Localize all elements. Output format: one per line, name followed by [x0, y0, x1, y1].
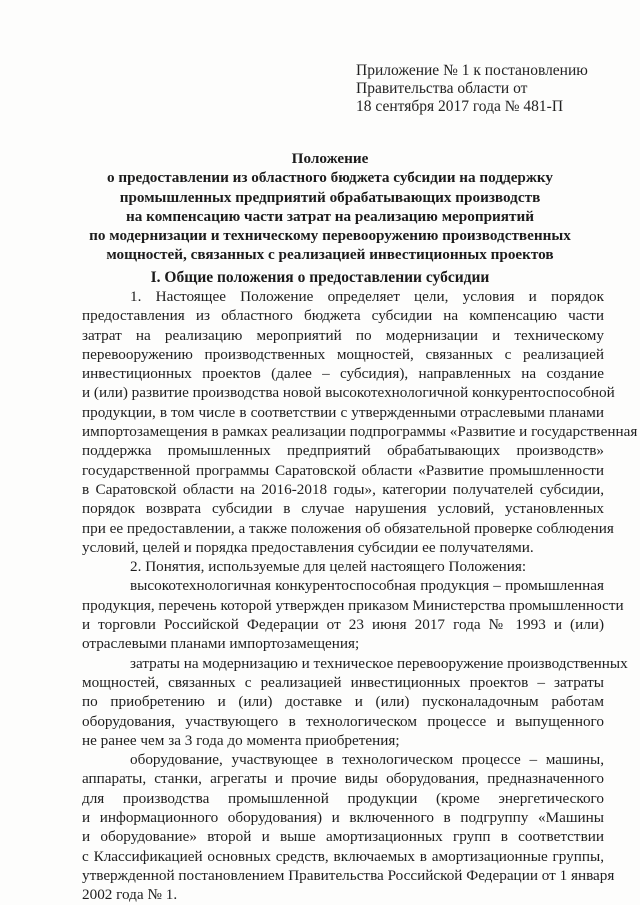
annex-line: Приложение № 1 к постановлению — [356, 62, 588, 79]
body-line: продукция, перечень которой утвержден приказом Министерства промышленности — [82, 596, 624, 614]
body-line: государственной программы Саратовской области «Развитие промышленности — [82, 461, 604, 479]
body-line: с Классификацией основных средств, включаемых в амортизационные группы, — [82, 847, 604, 865]
title-line: промышленных предприятий обрабатывающих производств — [119, 188, 541, 206]
body-line: 2002 года № 1. — [82, 886, 178, 904]
section-heading: I. Общие положения о предоставлении субсидии — [150, 269, 490, 286]
body-line: перевооружению производственных мощностей, связанных с реализацией — [82, 345, 604, 363]
title-line: о предоставлении из областного бюджета субсидии на поддержку — [106, 169, 554, 187]
body-line: при ее предоставлении, а также положения об обязательной проверке соблюдения — [82, 519, 614, 537]
body-line: в Саратовской области на 2016-2018 годы», категории получателей субсидии, — [82, 480, 604, 498]
body-line: высокотехнологичная конкурентоспособная продукция – промышленная — [130, 577, 604, 595]
body-line: по приобретению и (или) доставке и (или) пусконаладочным работам — [82, 693, 604, 711]
body-line: для производства промышленной продукции (кроме энергетического — [82, 789, 604, 807]
annex-header — [356, 62, 616, 116]
body-line: не ранее чем за 3 года до момента приобретения; — [82, 731, 400, 749]
body-line: продукции, в том числе в соответствии с утвержденными отраслевыми планами — [82, 403, 604, 421]
body-line: затраты на модернизацию и техническое перевооружение производственных — [130, 654, 628, 672]
body-line: 2. Понятия, используемые для целей настоящего Положения: — [130, 558, 527, 576]
body-line: отраслевыми планами импортозамещения; — [82, 635, 360, 653]
body-line: и информационного оборудования) и включенного в подгруппу «Машины — [82, 809, 604, 827]
body-line: предоставления из областного бюджета субсидии на компенсацию части — [82, 307, 604, 325]
title-line: мощностей, связанных с реализацией инвестиционных проектов — [106, 246, 554, 264]
title-line: на компенсацию части затрат на реализацию мероприятий — [126, 207, 534, 225]
title-line: по модернизации и техническому перевооружению производственных — [89, 227, 571, 245]
body-line: оборудования, участвующего в технологическом процессе и выпущенного — [82, 712, 604, 730]
body-line: затрат на реализацию мероприятий по модернизации и техническому — [82, 326, 604, 344]
body-line: инвестиционных проектов (далее – субсидия), направленных на создание — [82, 365, 604, 383]
annex-line: Правительства области от — [356, 80, 528, 97]
body-line: оборудование, участвующее в технологическом процессе – машины, — [130, 751, 604, 769]
body-line: условий, целей и порядка предоставления субсидии ее получателями. — [82, 538, 534, 556]
body-line: и оборудование» второй и выше амортизационных групп в соответствии — [82, 828, 604, 846]
body-text — [82, 287, 638, 905]
body-line: и торговли Российской Федерации от 23 июня 2017 года № 1993 и (или) — [82, 616, 604, 634]
body-line: импортозамещения в рамках реализации подпрограммы «Развитие и государственная — [82, 423, 638, 441]
title-line: Положение — [291, 150, 369, 167]
body-line: аппараты, станки, агрегаты и прочие виды оборудования, предназначенного — [82, 770, 604, 788]
body-line: поддержка промышленных предприятий обрабатывающих производств» — [82, 442, 604, 460]
body-line: порядок возврата субсидии в случае нарушения условий, установленных — [82, 500, 604, 518]
annex-line: 18 сентября 2017 года № 481-П — [356, 98, 564, 115]
document-title — [60, 149, 600, 265]
body-line: 1. Настоящее Положение определяет цели, условия и порядок — [130, 288, 604, 305]
body-line: утвержденной постановлением Правительства Российской Федерации от 1 января — [82, 866, 615, 884]
body-line: мощностей, связанных с реализацией инвестиционных проектов – затраты — [82, 673, 604, 691]
body-line: и (или) развитие производства новой высокотехнологичной конкурентоспособной — [82, 384, 615, 402]
